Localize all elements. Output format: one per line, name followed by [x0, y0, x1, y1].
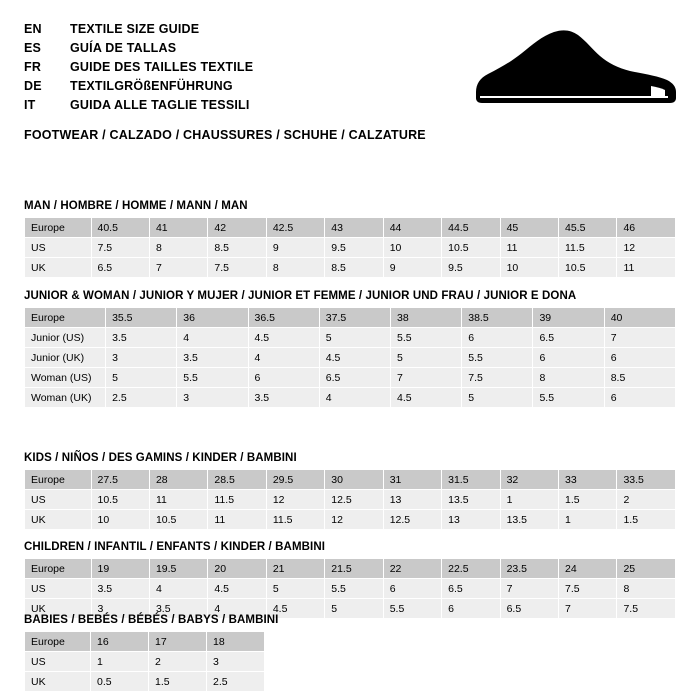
cell: 38 — [391, 308, 462, 328]
cell: 10.5 — [149, 510, 207, 530]
table-row — [25, 559, 676, 579]
cell: 11.5 — [559, 238, 617, 258]
cell: 7 — [391, 368, 462, 388]
cell: 45 — [500, 218, 558, 238]
row-label: UK — [25, 258, 92, 278]
cell: 7 — [149, 258, 207, 278]
size-table-junior-woman — [24, 307, 676, 408]
cell: 5.5 — [177, 368, 248, 388]
table-row — [25, 579, 676, 599]
cell: 11 — [617, 258, 676, 278]
row-label: Europe — [25, 559, 92, 579]
cell: 3.5 — [248, 388, 319, 408]
cell: 3 — [207, 652, 265, 672]
language-row — [24, 20, 484, 39]
row-label: US — [25, 579, 92, 599]
cell: 31.5 — [442, 470, 500, 490]
section-title: BABIES / BEBÉS / BÉBÉS / BABYS / BAMBINI — [24, 614, 279, 626]
cell: 20 — [208, 559, 266, 579]
cell: 3.5 — [91, 579, 149, 599]
cell: 6 — [604, 348, 675, 368]
cell: 36.5 — [248, 308, 319, 328]
cell: 44 — [383, 218, 441, 238]
row-label: Europe — [25, 308, 106, 328]
cell: 27.5 — [91, 470, 149, 490]
cell: 4.5 — [266, 599, 324, 619]
section-babies — [24, 614, 676, 692]
cell: 37.5 — [319, 308, 390, 328]
table-row — [25, 308, 676, 328]
cell: 18 — [207, 632, 265, 652]
cell: 8.5 — [604, 368, 675, 388]
cell: 21.5 — [325, 559, 383, 579]
row-label: Junior (UK) — [25, 348, 106, 368]
cell: 11 — [149, 490, 207, 510]
table-row — [25, 490, 676, 510]
cell: 10.5 — [91, 490, 149, 510]
cell: 8 — [617, 579, 676, 599]
cell: 3.5 — [177, 348, 248, 368]
cell: 1.5 — [559, 490, 617, 510]
cell: 22 — [383, 559, 441, 579]
cell: 19.5 — [149, 559, 207, 579]
cell: 8 — [266, 258, 324, 278]
cell: 19 — [91, 559, 149, 579]
row-label: Europe — [25, 632, 91, 652]
language-title: GUÍA DE TALLAS — [70, 41, 177, 55]
cell: 8.5 — [325, 258, 383, 278]
language-code: FR — [24, 60, 42, 74]
cell: 4.5 — [248, 328, 319, 348]
cell: 1 — [91, 652, 149, 672]
cell: 7.5 — [617, 599, 676, 619]
cell: 6 — [604, 388, 675, 408]
cell: 42.5 — [266, 218, 324, 238]
cell: 6.5 — [533, 328, 604, 348]
table-row — [25, 388, 676, 408]
cell: 9 — [266, 238, 324, 258]
cell: 2 — [617, 490, 676, 510]
size-table-babies — [24, 631, 265, 692]
language-code: DE — [24, 79, 42, 93]
cell: 1 — [500, 490, 558, 510]
cell: 7.5 — [559, 579, 617, 599]
cell: 5 — [266, 579, 324, 599]
cell: 5 — [319, 328, 390, 348]
cell: 4.5 — [208, 579, 266, 599]
cell: 29.5 — [266, 470, 324, 490]
cell: 39 — [533, 308, 604, 328]
row-label: US — [25, 652, 91, 672]
size-table-kids — [24, 469, 676, 530]
table-row — [25, 632, 265, 652]
cell: 6.5 — [91, 258, 149, 278]
table-row — [25, 672, 265, 692]
row-label: Junior (US) — [25, 328, 106, 348]
cell: 4 — [208, 599, 266, 619]
cell: 3 — [106, 348, 177, 368]
cell: 6 — [533, 348, 604, 368]
cell: 4 — [149, 579, 207, 599]
cell: 2.5 — [106, 388, 177, 408]
language-title: TEXTILGRÖßENFÜHRUNG — [70, 79, 233, 93]
cell: 6.5 — [319, 368, 390, 388]
table-row — [25, 368, 676, 388]
table-row — [25, 470, 676, 490]
cell: 40 — [604, 308, 675, 328]
cell: 3.5 — [106, 328, 177, 348]
cell: 23.5 — [500, 559, 558, 579]
language-row — [24, 58, 484, 77]
cell: 9 — [383, 258, 441, 278]
cell: 2.5 — [207, 672, 265, 692]
cell: 4 — [319, 388, 390, 408]
table-row — [25, 348, 676, 368]
cell: 5 — [106, 368, 177, 388]
cell: 25 — [617, 559, 676, 579]
cell: 7.5 — [208, 258, 266, 278]
cell: 38.5 — [462, 308, 533, 328]
cell: 12.5 — [383, 510, 441, 530]
cell: 32 — [500, 470, 558, 490]
cell: 41 — [149, 218, 207, 238]
cell: 10 — [500, 258, 558, 278]
table-row — [25, 218, 676, 238]
cell: 8.5 — [208, 238, 266, 258]
table-row — [25, 652, 265, 672]
cell: 17 — [149, 632, 207, 652]
cell: 5.5 — [533, 388, 604, 408]
cell: 1 — [559, 510, 617, 530]
cell: 5.5 — [383, 599, 441, 619]
cell: 35.5 — [106, 308, 177, 328]
cell: 3.5 — [149, 599, 207, 619]
section-title: KIDS / NIÑOS / DES GAMINS / KINDER / BAMBINI — [24, 452, 297, 464]
cell: 30 — [325, 470, 383, 490]
row-label: Europe — [25, 470, 92, 490]
row-label: US — [25, 238, 92, 258]
cell: 22.5 — [442, 559, 500, 579]
section-man — [24, 200, 676, 278]
cell: 4 — [248, 348, 319, 368]
cell: 28 — [149, 470, 207, 490]
language-code: IT — [24, 98, 36, 112]
cell: 13 — [442, 510, 500, 530]
cell: 5.5 — [462, 348, 533, 368]
cell: 7.5 — [462, 368, 533, 388]
cell: 42 — [208, 218, 266, 238]
cell: 5.5 — [391, 328, 462, 348]
section-children — [24, 541, 676, 619]
section-kids — [24, 452, 676, 530]
cell: 6.5 — [442, 579, 500, 599]
cell: 3 — [177, 388, 248, 408]
cell: 10 — [91, 510, 149, 530]
table-row — [25, 238, 676, 258]
section-title: JUNIOR & WOMAN / JUNIOR Y MUJER / JUNIOR ET FEMME / JUNIOR UND FRAU / JUNIOR E DONA — [24, 290, 577, 302]
row-label: Europe — [25, 218, 92, 238]
row-label: Woman (US) — [25, 368, 106, 388]
table-row — [25, 258, 676, 278]
cell: 10 — [383, 238, 441, 258]
row-label: UK — [25, 599, 92, 619]
language-row — [24, 39, 484, 58]
cell: 7 — [604, 328, 675, 348]
cell: 21 — [266, 559, 324, 579]
cell: 11.5 — [208, 490, 266, 510]
cell: 7 — [559, 599, 617, 619]
cell: 1.5 — [149, 672, 207, 692]
cell: 16 — [91, 632, 149, 652]
cell: 44.5 — [442, 218, 500, 238]
language-title: TEXTILE SIZE GUIDE — [70, 22, 200, 36]
section-title: CHILDREN / INFANTIL / ENFANTS / KINDER / BAMBINI — [24, 541, 326, 553]
cell: 43 — [325, 218, 383, 238]
cell: 28.5 — [208, 470, 266, 490]
language-row — [24, 96, 484, 115]
cell: 10.5 — [442, 238, 500, 258]
row-label: Woman (UK) — [25, 388, 106, 408]
size-table-man — [24, 217, 676, 278]
cell: 1.5 — [617, 510, 676, 530]
language-title: GUIDA ALLE TAGLIE TESSILI — [70, 98, 250, 112]
cell: 7 — [500, 579, 558, 599]
cell: 4.5 — [319, 348, 390, 368]
size-table-children — [24, 558, 676, 619]
row-label: US — [25, 490, 92, 510]
row-label: UK — [25, 672, 91, 692]
section-title: MAN / HOMBRE / HOMME / MANN / MAN — [24, 200, 248, 212]
cell: 0.5 — [91, 672, 149, 692]
cell: 6.5 — [500, 599, 558, 619]
cell: 7.5 — [91, 238, 149, 258]
language-code: EN — [24, 22, 42, 36]
cell: 5.5 — [325, 579, 383, 599]
table-row — [25, 510, 676, 530]
dress-shoe-icon — [468, 26, 680, 112]
cell: 33.5 — [617, 470, 676, 490]
cell: 4 — [177, 328, 248, 348]
cell: 24 — [559, 559, 617, 579]
row-label: UK — [25, 510, 92, 530]
language-title: GUIDE DES TAILLES TEXTILE — [70, 60, 254, 74]
cell: 46 — [617, 218, 676, 238]
cell: 5 — [462, 388, 533, 408]
cell: 13 — [383, 490, 441, 510]
cell: 3 — [91, 599, 149, 619]
cell: 13.5 — [442, 490, 500, 510]
cell: 40.5 — [91, 218, 149, 238]
header — [24, 20, 484, 142]
section-junior-woman — [24, 290, 676, 408]
cell: 12 — [617, 238, 676, 258]
cell: 6 — [442, 599, 500, 619]
cell: 6 — [462, 328, 533, 348]
table-row — [25, 328, 676, 348]
cell: 8 — [149, 238, 207, 258]
cell: 11.5 — [266, 510, 324, 530]
cell: 4.5 — [391, 388, 462, 408]
cell: 11 — [500, 238, 558, 258]
cell: 13.5 — [500, 510, 558, 530]
cell: 5 — [325, 599, 383, 619]
language-code: ES — [24, 41, 42, 55]
cell: 45.5 — [559, 218, 617, 238]
cell: 12 — [325, 510, 383, 530]
cell: 11 — [208, 510, 266, 530]
cell: 2 — [149, 652, 207, 672]
category-title: FOOTWEAR / CALZADO / CHAUSSURES / SCHUHE / CALZATURE — [24, 128, 426, 142]
cell: 9.5 — [442, 258, 500, 278]
cell: 9.5 — [325, 238, 383, 258]
cell: 12.5 — [325, 490, 383, 510]
cell: 10.5 — [559, 258, 617, 278]
cell: 6 — [248, 368, 319, 388]
cell: 12 — [266, 490, 324, 510]
cell: 36 — [177, 308, 248, 328]
language-row — [24, 77, 484, 96]
cell: 31 — [383, 470, 441, 490]
cell: 6 — [383, 579, 441, 599]
cell: 33 — [559, 470, 617, 490]
cell: 8 — [533, 368, 604, 388]
cell: 5 — [391, 348, 462, 368]
